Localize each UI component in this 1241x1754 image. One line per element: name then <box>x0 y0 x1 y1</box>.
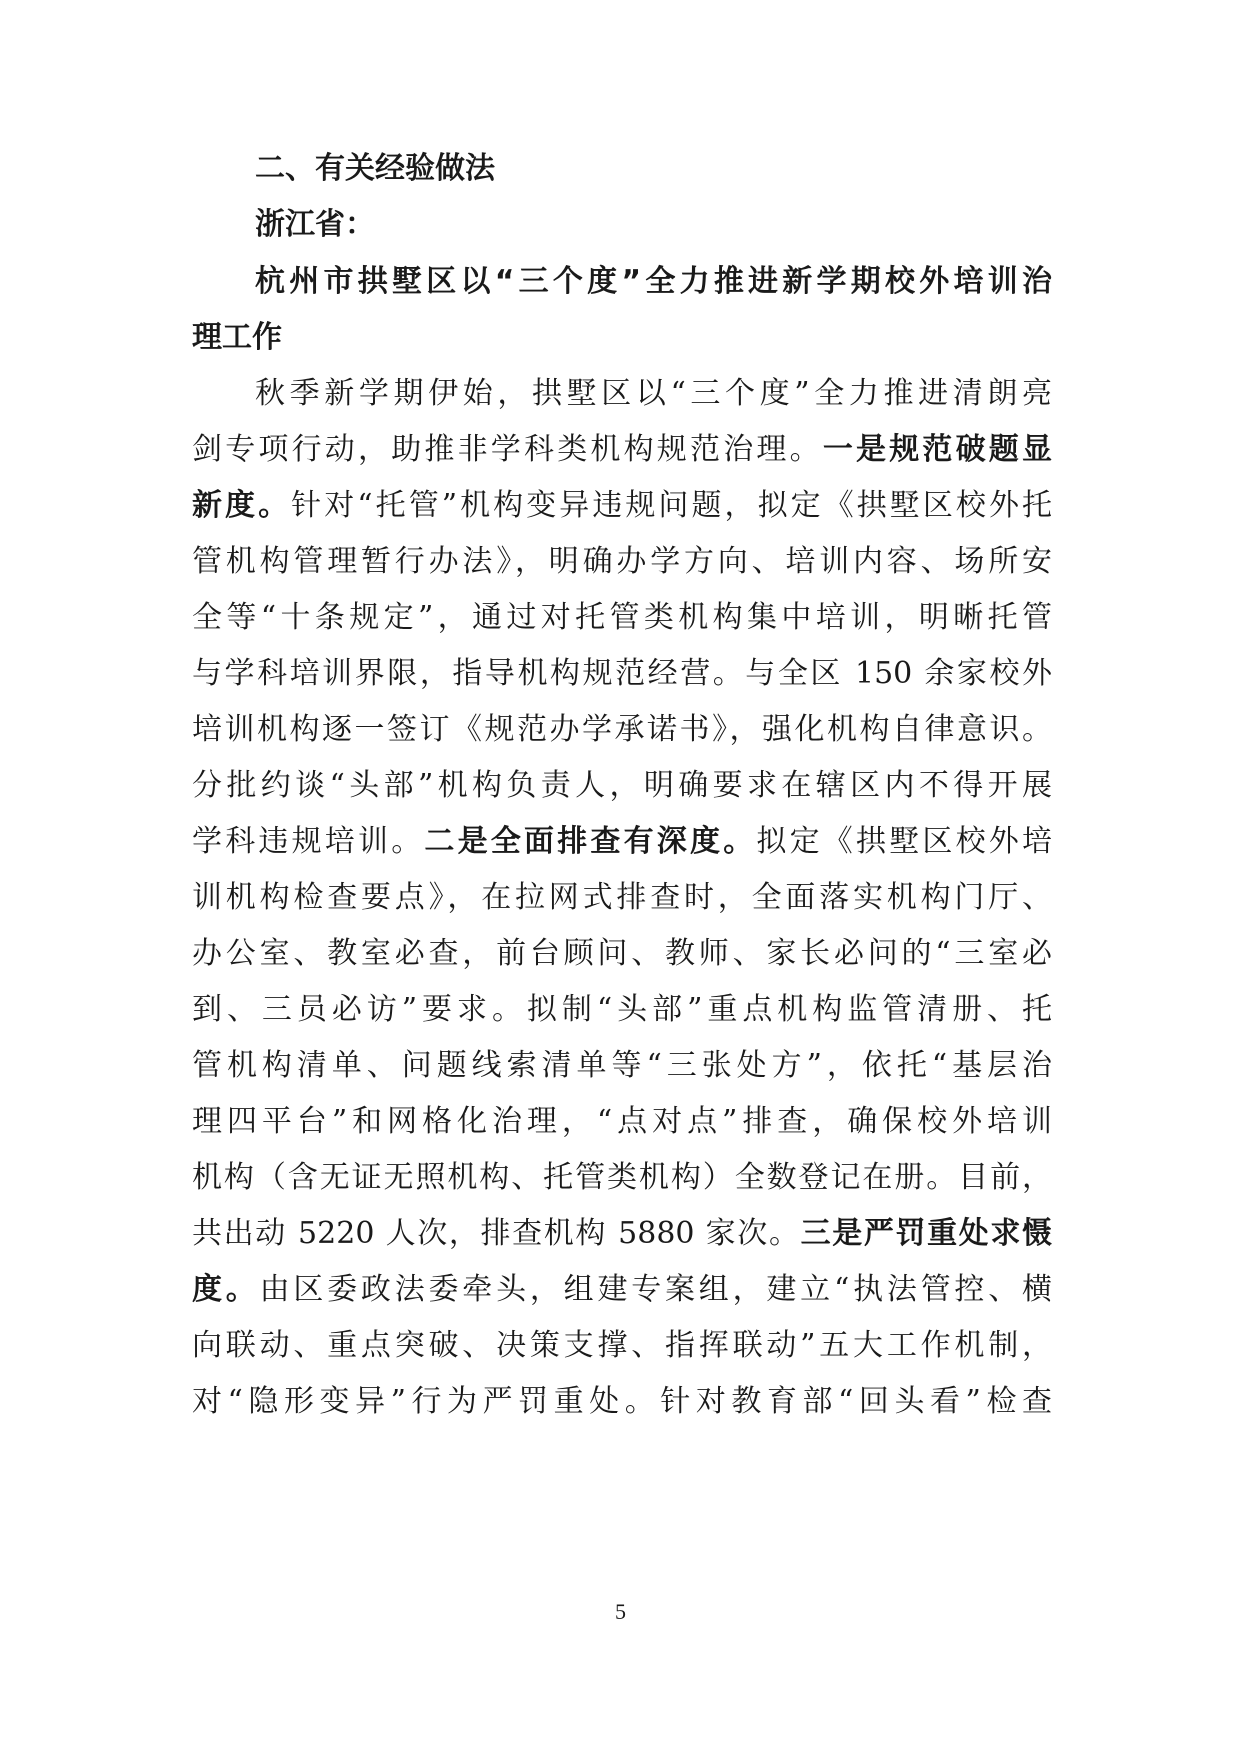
body-text: 剑专项行动，助推非学科类机构规范治理。 <box>192 432 823 467</box>
body-text: 针对“托管”机构变异违规问题，拟定《拱墅区校外托 <box>291 488 1052 523</box>
body-text: 学科违规培训。 <box>192 824 425 859</box>
body-line <box>192 488 1052 524</box>
body-line: 到、三员必访”要求。拟制“头部”重点机构监管清册、托 <box>192 992 1052 1027</box>
article-title-line-1: 杭州市拱墅区以“三个度”全力推进新学期校外培训治 <box>255 264 1052 299</box>
body-line <box>192 824 1052 860</box>
body-line: 秋季新学期伊始，拱墅区以“三个度”全力推进清朗亮 <box>255 376 1052 411</box>
body-line: 机构（含无证无照机构、托管类机构）全数登记在册。目前， <box>192 1160 1052 1195</box>
body-line: 全等“十条规定”，通过对托管类机构集中培训，明晰托管 <box>192 600 1052 635</box>
article-title-line-2: 理工作 <box>192 320 282 355</box>
body-text: 共出动 5220 人次，排查机构 5880 家次。 <box>192 1216 801 1251</box>
bold-key-point: 度。 <box>192 1272 260 1307</box>
bold-key-point: 新度。 <box>192 488 292 523</box>
body-text: 由区委政法委牵头，组建专案组，建立“执法管控、横 <box>259 1272 1052 1307</box>
body-line: 理四平台”和网格化治理，“点对点”排查，确保校外培训 <box>192 1104 1052 1139</box>
body-line <box>192 1216 1052 1252</box>
body-line: 管机构清单、问题线索清单等“三张处方”，依托“基层治 <box>192 1048 1052 1083</box>
body-line: 办公室、教室必查，前台顾问、教师、家长必问的“三室必 <box>192 936 1052 971</box>
bold-key-point: 一是规范破题显 <box>822 432 1052 467</box>
body-line: 与学科培训界限，指导机构规范经营。与全区 150 余家校外 <box>192 656 1052 691</box>
body-line: 培训机构逐一签订《规范办学承诺书》，强化机构自律意识。 <box>192 712 1052 747</box>
body-line: 对“隐形变异”行为严罚重处。针对教育部“回头看”检查 <box>192 1384 1052 1419</box>
body-text: 拟定《拱墅区校外培 <box>756 824 1052 859</box>
bold-key-point: 三是严罚重处求慑 <box>800 1216 1052 1251</box>
body-line: 训机构检查要点》，在拉网式排查时，全面落实机构门厅、 <box>192 880 1052 915</box>
body-line: 向联动、重点突破、决策支撑、指挥联动”五大工作机制， <box>192 1328 1052 1363</box>
province-heading: 浙江省： <box>255 207 375 242</box>
body-line: 分批约谈“头部”机构负责人，明确要求在辖区内不得开展 <box>192 768 1052 803</box>
body-line: 管机构管理暂行办法》，明确办学方向、培训内容、场所安 <box>192 544 1052 579</box>
body-line <box>192 1272 1052 1308</box>
bold-key-point: 二是全面排查有深度。 <box>424 824 757 859</box>
body-line <box>192 432 1052 468</box>
section-heading: 二、有关经验做法 <box>255 151 495 186</box>
page-number: 5 <box>615 1599 626 1624</box>
